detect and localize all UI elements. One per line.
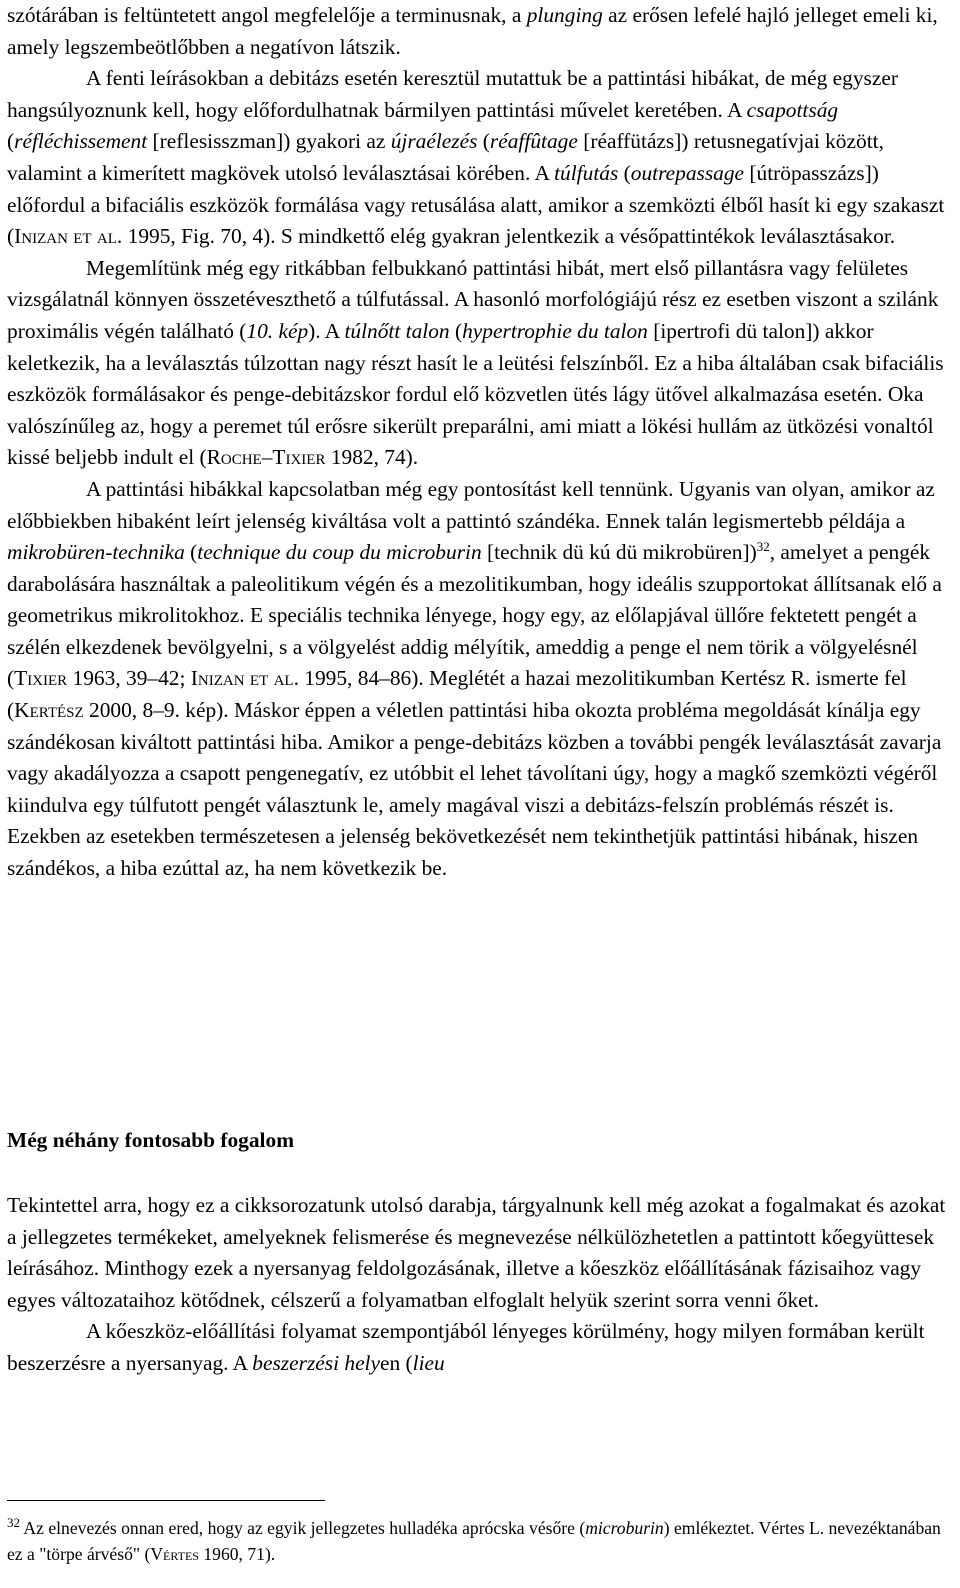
text-run: re ( [561,1518,586,1538]
text-run: Az elnevezés onnan ered, hogy az egyik jellegzetes hulladéka aprócska véső [20,1518,562,1538]
section-heading: Még néhány fontosabb fogalom [7,1128,295,1152]
text-run: ( [7,129,15,154]
text-run: Tixier [14,666,68,691]
text-run: [réaffütázs]) retusnegatívjai között, valamint a kimerített magkövek utolsó leválasztásai körében. A [7,129,884,185]
text-run: szótárában is feltüntetett angol megfelelője a terminusnak, a [7,3,527,27]
text-run: , amelyet a pengék darabolására használtak a paleolitikum végén és a mezolitikumban, hogy ideális szupportokat állítsanak elő a geometrikus mikrolitokhoz. E speciális technika lényege, hogy egy, az előlapjával üllőre fektetett pengét a szélén elkezdenek bevölgyelni, s a völgyelést addig mélyítik, ameddig a penge el nem törik a völgyelésnél ( [7,540,942,691]
text-run: technique du coup du microburin [197,540,482,565]
footnote-separator [7,1500,325,1501]
text-run: A pattintási hibákkal kapcsolatban még egy pontosítást kell tennünk. Ugyanis van olyan, amikor az előbbiekben hibaként leírt jelenség kiváltása volt a pattintó szándéka. Ennek talán legismertebb példája a [7,476,935,533]
footnote-marker: 32 [756,538,770,554]
paragraph-2 [7,63,949,253]
text-run: réfléchissement [14,129,148,154]
text-run: ) emlékeztet. Vértes L. nevezéktanában ez a "törpe árvéső" ( [7,1518,941,1564]
text-run: [technik dü kú dü mikrobüren]) [481,540,757,565]
document-page [7,0,949,885]
text-run: 1982, 74). [325,445,419,470]
text-run: mikrobüren-technika [7,540,185,565]
text-run: A fenti leírásokban a debitázs esetén keresztül mutattuk be a pattintási hibákat, de még egyszer hangsúlyoznunk kell, hogy előfordulhatnak bármilyen pattintási művelet keretében. A [7,66,898,122]
text-run: . 1995, 84–86). Meglétét a hazai mezolitikumban Kertész R. ismerte fel ( [7,666,907,723]
section-1 [7,0,949,885]
footnote-32 [7,1515,949,1567]
text-run: túlnőtt talon [344,318,450,343]
text-run: ( [618,160,631,185]
text-run: beszerzési hely [252,1350,380,1375]
text-run: Kertész [14,698,84,723]
text-run: plunging [526,3,603,27]
text-run: [ipertrofi dü talon]) akkor keletkezik, ha a leválasztás túlzottan nagy részt hasít le a leütési felszínből. Ez a hiba általában csak bifaciális eszközök formálásakor és penge-debitázskor fordul elő közvetlen ütés lágy ütővel alkalmazása esetén. Oka valószínűleg az, hogy a peremet túl erősre sikerült preparálni, ami miatt a lökési hullám az ütközési vonaltól kissé beljebb indult el ( [7,318,944,470]
paragraph-5 [7,1190,949,1316]
text-run: outrepassage [630,160,745,185]
text-run: hypertrophie du talon [462,318,648,343]
text-run: Inizan et al [14,224,117,249]
text-run: 1960, 71). [198,1544,276,1564]
text-run: [reflesisszman]) gyakori az [147,129,391,154]
paragraph-4 [7,474,949,885]
text-run: A kőeszköz-előállítási folyamat szempontjából lényeges körülmény, hogy milyen formában került beszerzésre a nyersanyag. A [7,1319,925,1375]
text-run: Vértes [150,1544,199,1564]
text-run: ). A [308,318,345,343]
text-run: réaffûtage [489,129,578,154]
text-run: Megemlítünk még egy ritkábban felbukkanó pattintási hibát, mert első pillantásra vagy felületes vizsgálatnál könnyen összetéveszthető a túlfutással. A hasonló morfológiájú rész ez esetben viszont a szilánk proximális végén található ( [7,255,939,343]
text-run: [útröpasszázs]) előfordul a bifaciális eszközök formálása vagy retusálása alatt, amikor a szemközti élből hasít ki egy szakaszt ( [7,160,945,249]
text-run: . 1995, Fig. 70, 4). S mindkettő elég gyakran jelentkezik a vésőpattintékok leválasztásakor. [116,224,896,249]
text-run: 2000, 8–9. kép). Máskor éppen a véletlen pattintási hiba okozta probléma megoldását kínálja egy szándékosan kiváltott pattintási hiba. Amikor a penge-debitázs közben a további pengék leválasztását zavarja vagy akadályozza a csapott pengenegatív, ez utóbbit el lehet távolítani úgy, hogy a magkő szemközti végéről kiindulva egy túlfutott pengét választunk le, amely magával viszi a debitázs-felszín problémás részét is. Ezekben az esetekben természetesen a jelenség bekövetkezését nem tekinthetjük pattintási hibának, hiszen szándékos, a hiba ezúttal az, ha nem következik be. [7,698,942,881]
text-run: ( [449,318,463,343]
footnote-marker: 32 [7,1515,20,1531]
text-run: en ( [380,1350,413,1375]
text-run: ( [184,540,198,565]
text-run: ( [477,129,490,154]
text-run: az erősen lefelé hajló jelleget emeli ki, amely legszembeötlőbben a negatívon látszik. [7,3,938,59]
text-run: Inizan et al [190,666,294,691]
text-run: Tekintettel arra, hogy ez a cikksorozatunk utolsó darabja, tárgyalnunk kell még azokat a fogalmakat és azokat a jellegzetes termékeket, amelyeknek felismerése és megnevezése nélkülözhetetlen a pattintott kőegyüttesek leírásához. Minthogy ezek a nyersanyag feldolgozásának, illetve a kőeszköz előállításának fázisaihoz vagy egyes változataihoz kötődnek, célszerű a folyamatban elfoglalt helyük szerint sorra venni őket. [7,1193,946,1312]
paragraph-1 [7,0,949,63]
text-run: újraélezés [390,129,478,154]
text-run: 10. kép [246,318,309,343]
text-run: túlfutás [554,160,619,185]
paragraph-6 [7,1316,949,1379]
text-run: microburin [585,1518,664,1538]
text-run: Roche–Tixier [206,445,326,470]
text-run: 1963, 39–42; [67,666,191,691]
text-run: csapottság [746,97,839,122]
text-run: lieu [412,1350,445,1375]
paragraph-3 [7,253,949,474]
section-2 [7,1190,949,1380]
